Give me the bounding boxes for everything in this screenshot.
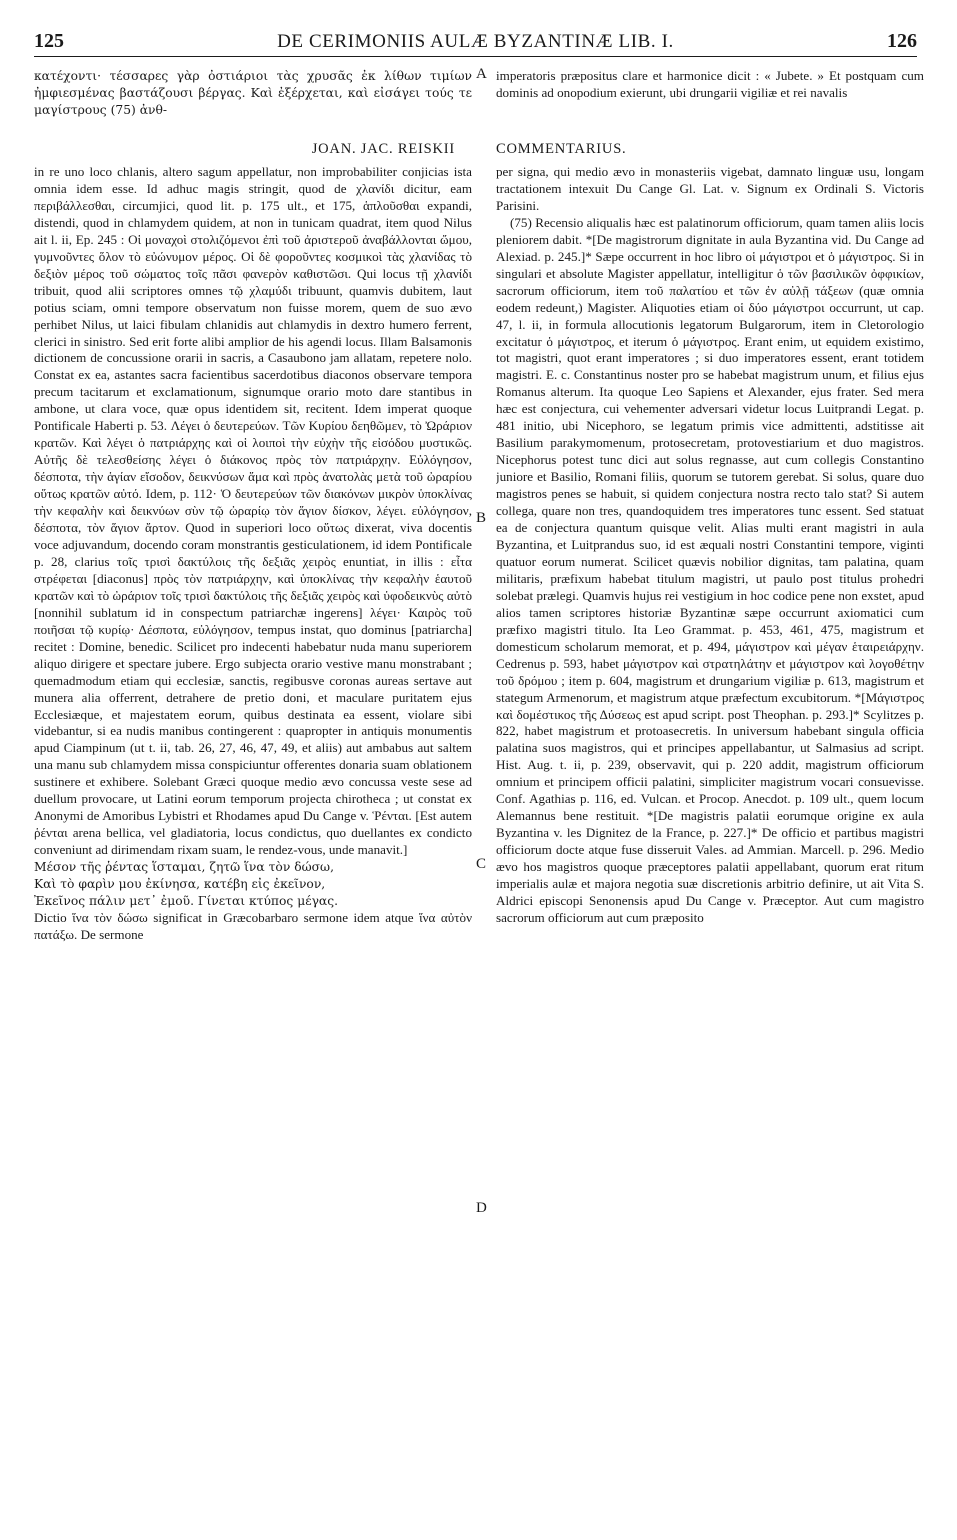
commentary-paragraph: in re uno loco chlanis, altero sagum appellatur, non improbabiliter conjicias ista omnia idem esse. Id adhuc magis stringit, quod de χλανίδι dicitur, eam περιβάλλεσθαι, circumjici, quod lit. p. 175 ult., et 175, ἁπλοῦσθαι expandi, distendi, quod in chlamydem quidem, at non in tunicam quadrat, item quod Nilus ait l. ii, Ep. 245 : Οἱ μοναχοὶ στολιζόμενοι ἐπὶ τοῦ ἀριστεροῦ ἀναβάλλονται ὤμου, γυμνοῦντες ὅλον τὸ εὐώνυμον μέρος. Οἱ δὲ φοροῦντες κοσμικοὶ τὰς χλανίδας τὸ δεξιὸν μέρος τοῦ σώματος τοῖς πᾶσι φανερὸν καθιστῶσι. Qui locus τῇ χλανίδι tribuit, quod alii scriptores omnes τῷ χλαμύδι tribuunt, quamvis dubitem, laut potius sciam, omni tempore observatum non fuisse morem, quem de suo ævo perhibet Nilus, ut laici fibulam chlanidis aut chlamydis in dextro humero ferrent, clerici in sinistro. Sed erit forte alibi amplior de his agendi locus. Illam Balsamonis dictionem de concussione orarii in sacris, a Casaubono jam allatam, repetere nolo. Constat ex ea, astantes sacra facientibus sacerdotibus diaconos observare tempora precum tacitarum et exclamationum, signumque orario moto dare stantibus in ambone, ut clara voce, quæ opus identidem sit, recitent. Idem imperat quoque Pontificale Haberti p. 53. Λέγει ὁ δευτερεύων. Τῶν Κυρίου δεηθῶμεν, τὸ Ὠράριον κρατῶν. Καὶ λέγει ὁ πατριάρχης καὶ οἱ λοιποὶ τὴν εὐχὴν τῆς εἰσόδου μυστικῶς. Αὐτῆς δὲ τελεσθείσης λέγει ὁ διάκονος πρὸς τὸν πατριάρχην. Εὐλόγησον, δέσποτα, τὴν ἁγίαν εἴσοδον, δεικνύσων ἅμα καὶ πρὸς ἀνατολὰς μετὰ τοῦ ὠραρίου οὕτως κρατῶν αὐτό. Idem, p. 112· Ὁ δευτερεύων τῶν διακόνων μικρὸν ὑποκλίνας τὴν κεφαλὴν καὶ δεικνύων σὺν τῷ ὠραρίῳ τὸν ἅγιον δίσκον, λέγει. εὐλόγησον, δέσποτα, τὸν ἅγιον ἄρτον. Quod in superiori loco οὕτως dixerat, viva docentis voce adjuvandum, docendo coram monstrantis gesticulationem, id idem Pontificale p. 28, clarius τοῖς τρισὶ δακτύλοις τῆς δεξιᾶς χειρὸς enuntiat, in illis : εἶτα στρέφεται [diaconus] πρὸς τὸν πατριάρχην, καὶ ὑποκλίνας τὴν κεφαλὴν ἑαυτοῦ κρατῶν καὶ τὸ ὠράριον τοῖς τρισὶ δακτύλοις τῆς δεξιᾶς χειρὸς καὶ ὑφοδεικνὺς αὐτὸ [nonnihil sublatum id in conspectum patriarchæ ingerens] λέγει· Καιρὸς τοῦ ποιῆσαι τῷ κυρίῳ· Δέσποτα, εὐλόγησον, tempus instat, quo dominus [patriarcha] recitet : Domine, benedic. Scilicet pro indecenti habebatur nuda manu superiorem aliquo dirigere et spectare jubere. Ergo subjecta orario vestive manu monstrabant ; quemadmodum etiam qui ecclesiæ, sanctis, regibusve coronas aureas sertave aut munera alia offerrent, detrahere de pretio doni, et maculare puritatem ejus Ecclesiæque, et majestatem eorum, quibus destinata ea essent, violare sibi videbantur, si ea nudis manibus contingerent : quapropter in antiquis monumentis apud Ciampinum (ut t. ii, tab. 26, 27, 46, 47, 49, et aliis) aut ambabus aut saltem una manu sub chlamydem missa conspiciuntur offerentes donaria suam oblationem sustinere et exhibere. Solebant Græci quoque medio ævo concussa veste sese ad duellum provocare, ut Latini eorum temporum projecta chirotheca ; ut constat ex Anonymi de Amoribus Lybistri et Rhodames apud Du Cange v. Ῥένται. [Est autem ῥένται arena bellica, vel gladiatoria, locus condictus, quo duellantes ex condicto conveniunt ad dirimendam rixam suam, le rendez-vous, unde manavit.] (34, 164, 472, 858)
margin-letter: D (476, 1200, 487, 1216)
margin-letter: B (476, 510, 487, 526)
verse-line: Ἐκεῖνος πάλιν μετ᾽ ἐμοῦ. Γίνεται κτύπος μέγας. (34, 893, 339, 908)
verse-line: Καὶ τὸ φαρὶν μου ἐκίνησα, κατέβη εἰς ἐκεῖνον, (34, 877, 326, 892)
commentary-paragraph: per signa, qui medio ævo in monasteriis vigebat, damnato linguæ usu, longam tractationem intexuit Du Cange Gl. Lat. v. Signum ex Ordinali S. Victoris Parisini. (496, 164, 924, 213)
margin-letter: C (476, 856, 487, 872)
commentary-right-column (496, 164, 924, 1504)
verse-line: Μέσον τῆς ῥέντας ἵσταμαι, ζητῶ ἵνα τὸν δώσω, (34, 860, 334, 875)
greek-text-column (34, 68, 472, 119)
commentary-paragraph: Dictio ἵνα τὸν δώσω significat in Græcobarbaro sermone idem atque ἵνα αὐτὸν πατάξω. De sermone (34, 909, 472, 942)
commentary-left-column (34, 164, 472, 1504)
commentary-heading (34, 141, 917, 163)
margin-letter: A (476, 66, 487, 82)
greek-text: κατέχοντι· τέσσαρες γὰρ ὀστιάριοι τὰς χρυσᾶς ἐκ λίθων τιμίων ἠμφιεσμένας βαστάζουσι βέργας. Καὶ ἐξέρχεται, καὶ εἰσάγει τούς τε μαγίστρους (75) ἀνθ- (34, 69, 472, 117)
latin-translation-column (496, 68, 924, 102)
page-number-left: 125 (34, 30, 64, 52)
commentary-author: JOAN. JAC. REISKII (311, 141, 455, 157)
running-title: DE CERIMONIIS AULÆ BYZANTINÆ LIB. I. (277, 31, 674, 52)
page-number-right: 126 (887, 30, 917, 52)
commentary-label: COMMENTARIUS. (496, 141, 627, 157)
running-head (34, 30, 917, 57)
latin-translation: imperatoris præpositus clare et harmonice dicit : « Jubete. » Et postquam cum dominis ad onopodium exierunt, ubi drungarii vigiliæ et rei navalis (496, 68, 924, 100)
footnote-75: (75) Recensio aliqualis hæc est palatinorum officiorum, quam tamen aliis locis pleniorem dabit. *[De magistrorum dignitate in aula Byzantina vid. Du Cange ad Alexiad. p. 245.]* Sæpe occurrent in hoc libro οἱ μάγιστροι et ὁ μάγιστρος. Si in singulari et absolute Magister appellatur, intelligitur ὁ τῶν βασιλικῶν ὀφφικίων, sacrorum officiorum, item τοῦ παλατίου et τῶν ἐν αὐλῇ τάξεων (quæ omnia eodem redeunt,) Magister. Aliquoties etiam οἱ δύο μάγιστροι occurrunt, ut cap. 47, l. ii, in formula allocutionis legatorum Bulgarorum, item in Cletorologio excitatur ὁ μάγιστρος, et iterum ὁ μάγιστρος. Erant enim, ut equidem existimo, tot magistri, quot erant imperatores ; si duo imperatores essent, erant totidem magistri. E. c. Constantinus noster pro se habebat magistrum unum, et filius ejus Romanus alterum. Ita quoque Leo Sapiens et Alexander, ejus frater. Sed mera hæc est conjectura, cui vehementer adversari videtur locus Luitprandi Legat. p. 481 initio, ubi Nicephoro, se legatum primis vice admittenti, adstitisse ait Basilium parakymomenum, protosecretam, protovestiarium et duo magistros. Nicephorus potest tunc dici aut solus regnasse, aut cum collegis Constantino juniore et Basilio, Romani filiis, quorum se tutorem gerebat. Si solus, quare duo magistros penes se habuit, si quidem conjectura nostra recto talo stat? Si autem collega, quare non tres, quandoquidem tres imperatores tunc essent. Sed statuat ea de conjectura quantum quisque velit. Alias multi erant magistri in aula Byzantina, et Luitprandus suo, id est æquali nostri Constantini tempore, viginti quatuor eorum numerat. Scilicet quævis nobilior dignitas, tam palatina, quam militaris, præfixum habebat titulum magistri, ut paulo post titulus prohedri solebat prælegi. Quamvis hujus rei vestigium in hoc codice pene non exstet, apud alios tamen scriptores historiæ Byzantinæ sæpe occurrunt axiomatici cum præfixo magistri titulo. Ita Leo Grammat. p. 453, 461, 475, magistrum et domesticum scholarum memorat, et p. 494, μάγιστρον καὶ μέγαν ἑταιρειάρχην. Cedrenus p. 593, habet μάγιστρον καὶ στρατηλάτην et μάγιστρον καὶ λογοθέτην τοῦ δρόμου ; item p. 604, magistrum et drungarium vigiliæ p. 613, magistrum et stategum Armenorum, et magistrum atque præfectum excubitorum. *[Μάγιστρος καὶ δομέστικος τῆς Δύσεως est apud script. post Theophan. p. 293.]* Scylitzes p. 822, habet magistrum et protoasecretis. In universum habebant singula officia palatina suos magistros, qui et principes appellabantur, ut Salmasius ad script. Hist. Aug. t. ii, p. 239, observavit, qui p. 220 addit, magistrum officiorum omnium et principem officii palatini, simpliciter magistrum vocari consuevisse. Conf. Agathias p. 116, ed. Vulcan. et Procop. Anecdot. p. 109 ult., quem locum Alemannus bene restituit. *[De magistris palatii eorumque origine ex aula Byzantina v. les Dignitez de la France, p. 227.]* De officio et partibus magistri officiorum docte atque fuse disseruit Vales. ad Ammian. Marcell. p. 296. Medio ævo hos magistros quoque præceptores palatii appellabant, quorum erat ritum imperialis aulæ et majora negotia suæ discretionis arbitrio definire, ut ait Vita S. Aldrici episcopi Senonensis apud Du Cange v. Præceptor. Aut cum magistro sacrorum officiorum aut cum præposito (496, 214, 924, 925)
